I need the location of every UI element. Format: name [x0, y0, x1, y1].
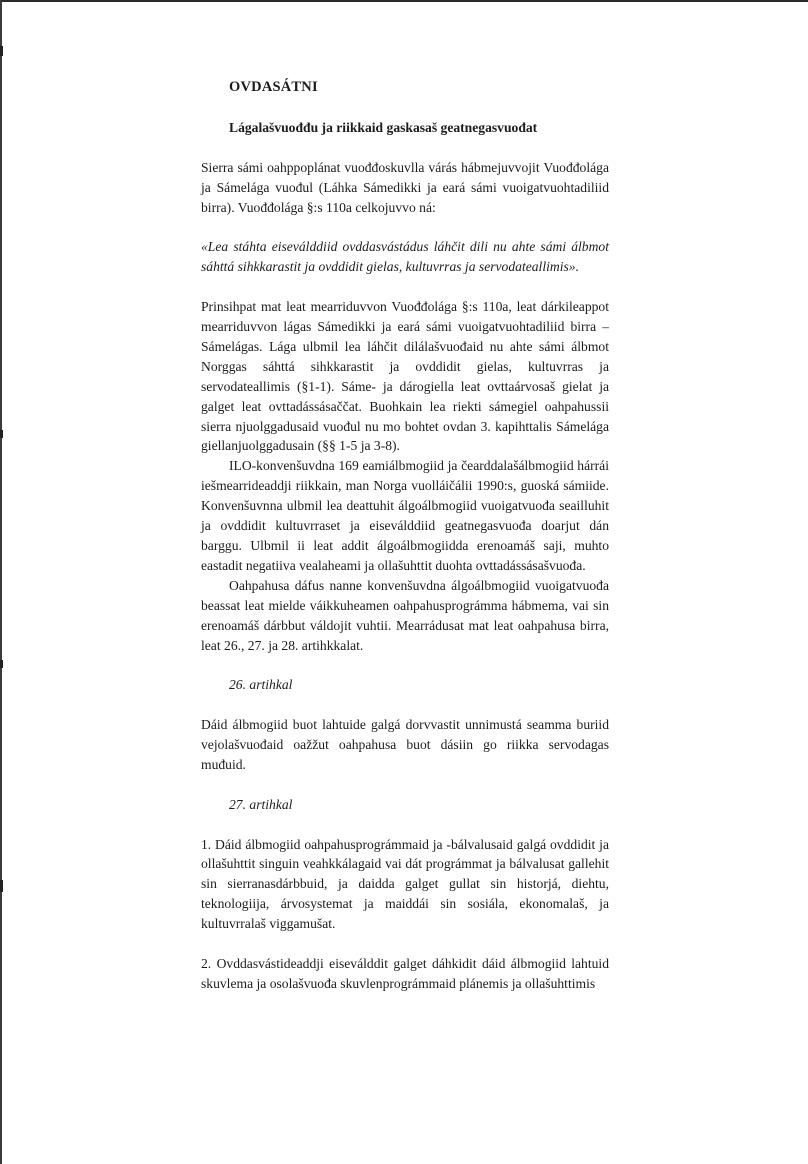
paragraph-intro: Sierra sámi oahppoplánat vuođđoskuvlla várás hábmejuvvojit Vuođđolága ja Sámelága vuođul (Láhka Sámedikki ja eará sámi vuoigatvuohtadiliid birra). Vuođđolága §:s 110a celkojuvvo ná: [201, 159, 609, 215]
section-subheading: Lágalašvuođđu ja riikkaid gaskasaš geatnegasvuođat [229, 119, 538, 135]
paragraph-education: Oahpahusa dáfus nanne konvenšuvdna álgoálbmogiid vuoigatvuođa beassat leat mielde váikkuheamen oahpahusprográmma hábmema, vai sin erenoamáš dárbbut váldojit vuhtii. Mearrádusat mat leat oahpahusa birra, leat 26., 27. ja 28. artihkkalat. [201, 577, 609, 653]
article-26-title: 26. artihkal [229, 677, 293, 693]
scan-mark [0, 880, 3, 892]
scan-edge-left [0, 0, 2, 1164]
scan-mark [0, 660, 3, 668]
quote-constitution: «Lea stáhta eiseválddiid ovddasvástádus láhčit dili nu ahte sámi álbmot sáhttá sihkkarastit ja ovddidit gielas, kultuvrras ja servodateallimis». [201, 239, 609, 275]
paragraph-principles: Prinsihpat mat leat mearriduvvon Vuođđolága §:s 110a, leat dárkileappot mearriduvvon lágas Sámedikki ja eará sámi vuoigatvuohtadiliid birra – Sámelágas. Lága ulbmil lea láhčit dilálašvuođaid nu ahte sámi álbmot Norggas sáhttá sihkkarastit ja ovddidit gielas, kultuvrras ja servodateallimis (§1-1). Sáme- ja dárogiella leat ovttaárvosaš gielat ja galget leat ovttadássásaččat. Buohkain lea riekti sámegiel oahpahussii sierra njuolggadusaid vuođul nu mo bohtet ovdan 3. kapihttalis Sámelága giellanjuolggadusain (§§ 1-5 ja 3-8). [201, 299, 609, 454]
document-page [201, 78, 609, 994]
paragraph-ilo: ILO-konvenšuvdna 169 eamiálbmogiid ja čearddalašálbmogiid hárrái iešmearrideaddji riikkain, man Norga vuolláičálii 1990:s, guoská sámiide. Konvenšuvnna ulbmil lea deattuhit álgoálbmogiid vuoigatvuođa seailluhit ja ovddidit kultuvrraset ja eiseválddiid geatnegasvuođa doarjut dán barggu. Ulbmil ii leat addit álgoálbmogiidda erenoamáš saji, muhto eastadit negatiiva vealaheami ja ollašuhttit duohta ovttadássásašvuođa. [201, 458, 609, 573]
scan-mark [0, 46, 3, 56]
scan-edge-top [0, 0, 808, 2]
article-26-text: Dáid álbmogiid buot lahtuide galgá dorvvastit unnimustá seamma buriid vejolašvuođaid oažžut oahpahusa buot dásiin go riikka servodagas muđuid. [201, 717, 609, 772]
article-27-title: 27. artihkal [229, 796, 293, 812]
scan-mark [0, 430, 3, 438]
article-27-paragraph-2: 2. Ovddasvástideaddji eiseválddit galget dáhkidit dáid álbmogiid lahtuid skuvlema ja osolašvuođa skuvlenprográmmaid plánemis ja ollašuhttimis [201, 955, 609, 991]
section-heading: OVDASÁTNI [229, 79, 318, 95]
article-27-paragraph-1: 1. Dáid álbmogiid oahpahusprográmmaid ja -bálvalusaid galgá ovddidit ja ollašuhttit singuin veahkkálagaid vai dát prográmmat ja bálvalusat gallehit sin sierranasdárbbuid, ja daidda galget gullat sin historjá, diehtu, teknologiija, árvosystemat ja maiddái sin sosiála, ekonomalaš, ja kultuvrralaš viggamušat. [201, 836, 609, 932]
